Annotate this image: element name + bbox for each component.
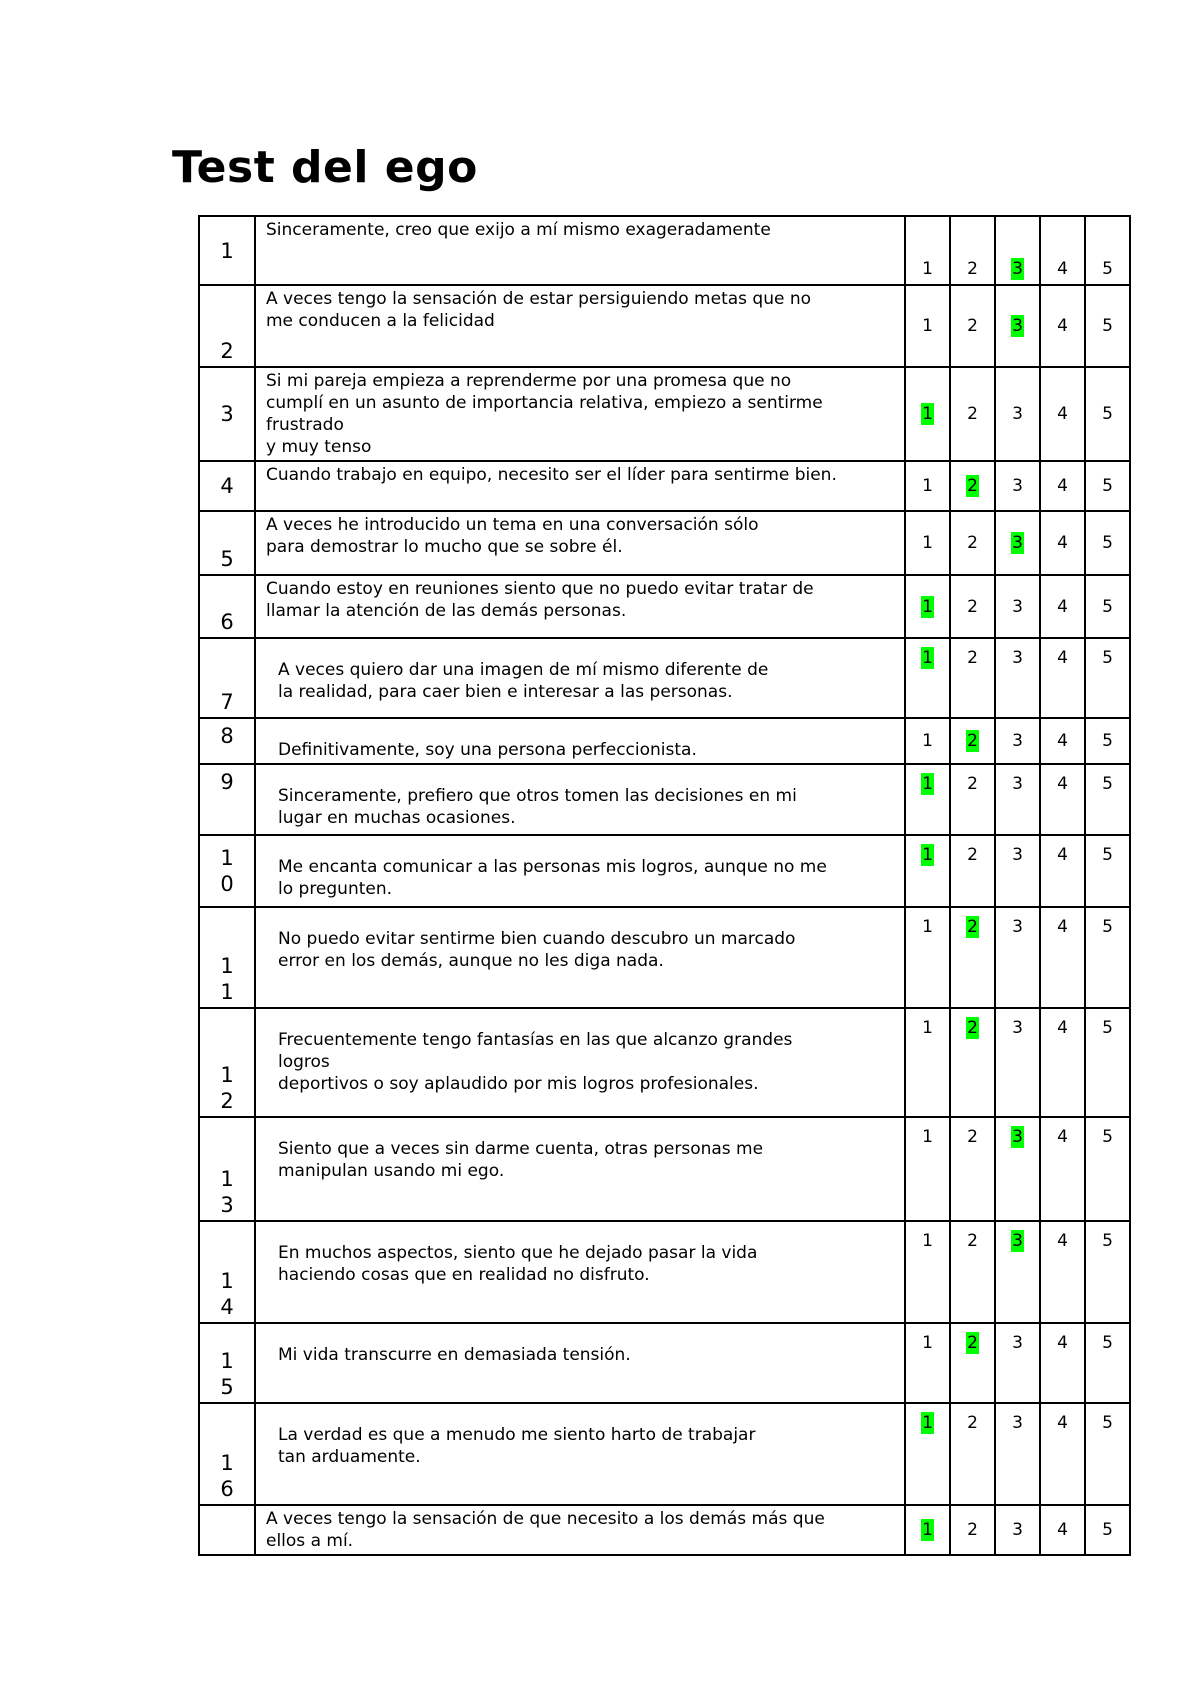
rating-option-4[interactable]	[1040, 285, 1085, 367]
rating-value: 5	[1102, 476, 1113, 496]
rating-option-2[interactable]	[950, 1117, 995, 1221]
rating-value: 5	[1102, 1520, 1113, 1540]
question-text-cell	[255, 216, 905, 285]
rating-option-1[interactable]	[905, 285, 950, 367]
rating-option-4[interactable]	[1040, 461, 1085, 511]
question-text-cell	[255, 367, 905, 461]
rating-value: 1	[922, 1333, 933, 1353]
rating-option-4[interactable]	[1040, 511, 1085, 575]
rating-value-selected: 3	[1012, 259, 1023, 279]
question-number-cell	[199, 1008, 255, 1117]
question-row	[199, 1221, 1130, 1323]
rating-value: 5	[1102, 404, 1113, 424]
rating-option-5[interactable]	[1085, 1403, 1130, 1505]
rating-value: 5	[1102, 596, 1113, 617]
rating-option-4[interactable]	[1040, 216, 1085, 285]
question-text: Frecuentemente tengo fantasías en las que alcanzo grandes logros deportivos o soy aplaudido por mis logros profesionales.	[278, 1030, 793, 1094]
rating-option-5[interactable]	[1085, 1008, 1130, 1117]
rating-option-2[interactable]	[950, 461, 995, 511]
question-text: A veces he introducido un tema en una conversación sólo para demostrar lo mucho que se sobre él.	[266, 515, 759, 557]
rating-option-3[interactable]	[995, 638, 1040, 718]
question-text-cell	[255, 1117, 905, 1221]
rating-value: 4	[1057, 1018, 1068, 1038]
rating-value: 3	[1012, 648, 1023, 668]
rating-value: 5	[1102, 845, 1113, 865]
question-row	[199, 1008, 1130, 1117]
rating-option-2[interactable]	[950, 575, 995, 638]
rating-value: 3	[1012, 774, 1023, 794]
rating-value: 2	[967, 1231, 978, 1251]
question-row	[199, 216, 1130, 285]
rating-value: 3	[1012, 404, 1023, 424]
question-text: Sinceramente, creo que exijo a mí mismo exageradamente	[266, 220, 771, 240]
rating-option-1[interactable]	[905, 1221, 950, 1323]
rating-option-2[interactable]	[950, 1323, 995, 1403]
rating-option-2[interactable]	[950, 1505, 995, 1555]
rating-value: 4	[1057, 404, 1068, 424]
rating-value-selected: 1	[922, 1520, 933, 1540]
rating-option-2[interactable]	[950, 1403, 995, 1505]
rating-option-2[interactable]	[950, 764, 995, 835]
question-number: 3	[220, 402, 234, 426]
rating-option-5[interactable]	[1085, 907, 1130, 1008]
question-number-cell	[199, 1221, 255, 1323]
rating-option-3[interactable]	[995, 907, 1040, 1008]
question-text: A veces tengo la sensación de estar persiguiendo metas que no me conducen a la felicidad	[266, 289, 812, 331]
rating-option-3[interactable]	[995, 764, 1040, 835]
rating-option-3[interactable]	[995, 1505, 1040, 1555]
rating-value: 2	[967, 774, 978, 794]
rating-value-selected: 1	[922, 404, 933, 424]
rating-value: 3	[1012, 476, 1023, 496]
rating-option-1[interactable]	[905, 1117, 950, 1221]
question-number: 4	[220, 474, 234, 498]
question-number-cell	[199, 1323, 255, 1403]
rating-option-4[interactable]	[1040, 1505, 1085, 1555]
rating-option-3[interactable]	[995, 216, 1040, 285]
question-number-cell	[199, 907, 255, 1008]
rating-value-selected: 3	[1012, 316, 1023, 336]
rating-option-5[interactable]	[1085, 1323, 1130, 1403]
question-text: Sinceramente, prefiero que otros tomen las decisiones en mi lugar en muchas ocasiones.	[278, 786, 797, 828]
rating-value: 1	[922, 1127, 933, 1147]
rating-option-5[interactable]	[1085, 638, 1130, 718]
rating-option-1[interactable]	[905, 1008, 950, 1117]
rating-option-4[interactable]	[1040, 907, 1085, 1008]
rating-option-1[interactable]	[905, 1505, 950, 1555]
rating-option-4[interactable]	[1040, 638, 1085, 718]
question-number-cell	[199, 511, 255, 575]
question-row	[199, 907, 1130, 1008]
rating-value-selected: 1	[922, 774, 933, 794]
rating-option-1[interactable]	[905, 511, 950, 575]
question-text-cell	[255, 1505, 905, 1555]
rating-value: 1	[922, 316, 933, 336]
question-row	[199, 575, 1130, 638]
question-row	[199, 367, 1130, 461]
rating-option-3[interactable]	[995, 461, 1040, 511]
rating-option-4[interactable]	[1040, 1117, 1085, 1221]
rating-option-4[interactable]	[1040, 718, 1085, 764]
question-text-cell	[255, 285, 905, 367]
rating-option-5[interactable]	[1085, 216, 1130, 285]
rating-option-1[interactable]	[905, 907, 950, 1008]
rating-option-2[interactable]	[950, 638, 995, 718]
question-number: 1 6	[220, 1451, 234, 1501]
rating-value: 4	[1057, 917, 1068, 937]
question-text-cell	[255, 1323, 905, 1403]
rating-value: 1	[922, 533, 933, 553]
rating-option-5[interactable]	[1085, 1221, 1130, 1323]
rating-option-5[interactable]	[1085, 764, 1130, 835]
rating-value: 1	[922, 1231, 933, 1251]
rating-value: 5	[1102, 259, 1113, 279]
rating-option-1[interactable]	[905, 367, 950, 461]
rating-value-selected: 1	[922, 1413, 933, 1433]
rating-option-4[interactable]	[1040, 1221, 1085, 1323]
question-number-cell	[199, 216, 255, 285]
rating-option-4[interactable]	[1040, 367, 1085, 461]
rating-value: 5	[1102, 917, 1113, 937]
rating-value: 4	[1057, 533, 1068, 553]
rating-value: 4	[1057, 596, 1068, 617]
question-text-cell	[255, 461, 905, 511]
question-row	[199, 835, 1130, 907]
rating-option-1[interactable]	[905, 1323, 950, 1403]
question-number: 5	[220, 547, 234, 571]
rating-value: 2	[967, 533, 978, 553]
question-row	[199, 638, 1130, 718]
rating-value-selected: 1	[922, 845, 933, 865]
rating-option-2[interactable]	[950, 835, 995, 907]
rating-option-5[interactable]	[1085, 461, 1130, 511]
question-number: 9	[220, 770, 234, 794]
question-number: 1 0	[220, 846, 234, 896]
rating-value: 4	[1057, 1520, 1068, 1540]
rating-option-1[interactable]	[905, 575, 950, 638]
question-number-cell	[199, 1403, 255, 1505]
rating-value: 5	[1102, 1018, 1113, 1038]
rating-value: 1	[922, 476, 933, 496]
rating-value: 2	[967, 1413, 978, 1433]
rating-value: 5	[1102, 648, 1113, 668]
question-number-cell	[199, 1117, 255, 1221]
question-number: 7	[220, 690, 234, 714]
rating-option-2[interactable]	[950, 285, 995, 367]
question-row	[199, 1403, 1130, 1505]
question-text-cell	[255, 1403, 905, 1505]
rating-option-1[interactable]	[905, 461, 950, 511]
rating-option-5[interactable]	[1085, 367, 1130, 461]
rating-option-2[interactable]	[950, 907, 995, 1008]
rating-option-3[interactable]	[995, 575, 1040, 638]
rating-value: 4	[1057, 476, 1068, 496]
question-number-cell	[199, 835, 255, 907]
question-number: 8	[220, 724, 234, 748]
rating-value: 2	[967, 1127, 978, 1147]
question-number: 1 4	[220, 1269, 234, 1319]
question-text-cell	[255, 764, 905, 835]
rating-option-5[interactable]	[1085, 511, 1130, 575]
rating-value-selected: 2	[967, 476, 978, 496]
question-text: Me encanta comunicar a las personas mis logros, aunque no me lo pregunten.	[278, 857, 827, 899]
rating-option-3[interactable]	[995, 1117, 1040, 1221]
rating-value: 5	[1102, 533, 1113, 553]
rating-value-selected: 2	[967, 1018, 978, 1038]
rating-value: 5	[1102, 1231, 1113, 1251]
rating-value-selected: 3	[1012, 533, 1023, 553]
rating-option-1[interactable]	[905, 718, 950, 764]
rating-option-3[interactable]	[995, 511, 1040, 575]
question-number-cell	[199, 638, 255, 718]
rating-option-5[interactable]	[1085, 1117, 1130, 1221]
rating-option-5[interactable]	[1085, 285, 1130, 367]
question-text-cell	[255, 638, 905, 718]
question-row	[199, 1117, 1130, 1221]
rating-value: 4	[1057, 774, 1068, 794]
question-row	[199, 511, 1130, 575]
question-text-cell	[255, 1221, 905, 1323]
rating-option-3[interactable]	[995, 1008, 1040, 1117]
rating-value: 3	[1012, 1333, 1023, 1353]
rating-value: 4	[1057, 1413, 1068, 1433]
rating-value: 5	[1102, 1413, 1113, 1433]
question-row	[199, 764, 1130, 835]
rating-value: 2	[967, 316, 978, 336]
question-number-cell	[199, 367, 255, 461]
rating-value: 2	[967, 404, 978, 424]
ego-test-table-body	[199, 216, 1130, 1555]
rating-option-3[interactable]	[995, 1221, 1040, 1323]
rating-option-3[interactable]	[995, 1323, 1040, 1403]
question-text: Siento que a veces sin darme cuenta, otras personas me manipulan usando mi ego.	[278, 1139, 764, 1181]
question-text: Si mi pareja empieza a reprenderme por una promesa que no cumplí en un asunto de importancia relativa, empiezo a sentirme frustrado y muy tenso	[266, 371, 823, 457]
rating-value-selected: 2	[967, 1333, 978, 1353]
rating-value: 3	[1012, 1018, 1023, 1038]
question-number-cell	[199, 718, 255, 764]
rating-value: 2	[967, 259, 978, 279]
rating-value: 3	[1012, 845, 1023, 865]
rating-option-4[interactable]	[1040, 764, 1085, 835]
question-number: 6	[220, 610, 234, 634]
question-text: Definitivamente, soy una persona perfeccionista.	[278, 740, 697, 760]
rating-value-selected: 2	[967, 731, 978, 751]
question-text: Cuando estoy en reuniones siento que no puedo evitar tratar de llamar la atención de las demás personas.	[266, 579, 814, 621]
rating-value: 4	[1057, 648, 1068, 668]
rating-option-3[interactable]	[995, 718, 1040, 764]
rating-option-3[interactable]	[995, 1403, 1040, 1505]
question-text: En muchos aspectos, siento que he dejado pasar la vida haciendo cosas que en realidad no disfruto.	[278, 1243, 758, 1285]
rating-value: 3	[1012, 1413, 1023, 1433]
question-row	[199, 461, 1130, 511]
rating-option-5[interactable]	[1085, 575, 1130, 638]
question-text: Mi vida transcurre en demasiada tensión.	[278, 1345, 631, 1365]
rating-value: 5	[1102, 1127, 1113, 1147]
question-number: 2	[220, 339, 234, 363]
rating-option-4[interactable]	[1040, 1323, 1085, 1403]
rating-option-3[interactable]	[995, 835, 1040, 907]
page-title: Test del ego	[172, 142, 478, 193]
rating-option-3[interactable]	[995, 367, 1040, 461]
question-number-cell	[199, 1505, 255, 1555]
rating-option-1[interactable]	[905, 216, 950, 285]
question-row	[199, 1505, 1130, 1555]
rating-option-5[interactable]	[1085, 718, 1130, 764]
question-text: A veces quiero dar una imagen de mí mismo diferente de la realidad, para caer bien e interesar a las personas.	[278, 660, 769, 702]
rating-value-selected: 2	[967, 917, 978, 937]
question-number: 1	[220, 238, 234, 263]
ego-test-table	[198, 215, 1131, 1556]
rating-option-3[interactable]	[995, 285, 1040, 367]
rating-option-2[interactable]	[950, 1008, 995, 1117]
question-number: 1 2	[220, 1063, 234, 1113]
rating-value: 3	[1012, 731, 1023, 751]
rating-option-4[interactable]	[1040, 1403, 1085, 1505]
question-number-cell	[199, 575, 255, 638]
rating-value: 1	[922, 1018, 933, 1038]
rating-value: 1	[922, 259, 933, 279]
rating-value-selected: 1	[922, 596, 933, 617]
rating-option-2[interactable]	[950, 718, 995, 764]
question-text-cell	[255, 835, 905, 907]
rating-value: 4	[1057, 1127, 1068, 1147]
question-number: 1 3	[220, 1167, 234, 1217]
rating-option-5[interactable]	[1085, 1505, 1130, 1555]
rating-option-2[interactable]	[950, 367, 995, 461]
rating-value: 2	[967, 596, 978, 617]
question-text-cell	[255, 718, 905, 764]
rating-option-2[interactable]	[950, 511, 995, 575]
rating-value-selected: 3	[1012, 1231, 1023, 1251]
rating-value: 4	[1057, 731, 1068, 751]
rating-value: 5	[1102, 731, 1113, 751]
question-number: 1 5	[220, 1349, 234, 1399]
question-number-cell	[199, 764, 255, 835]
rating-value: 4	[1057, 1231, 1068, 1251]
rating-value: 4	[1057, 259, 1068, 279]
question-row	[199, 285, 1130, 367]
question-number-cell	[199, 461, 255, 511]
question-text: Cuando trabajo en equipo, necesito ser el líder para sentirme bien.	[266, 465, 837, 485]
rating-value: 2	[967, 845, 978, 865]
question-row	[199, 718, 1130, 764]
rating-option-5[interactable]	[1085, 835, 1130, 907]
rating-option-4[interactable]	[1040, 835, 1085, 907]
question-text-cell	[255, 511, 905, 575]
rating-value: 4	[1057, 845, 1068, 865]
rating-option-1[interactable]	[905, 764, 950, 835]
question-row	[199, 1323, 1130, 1403]
rating-value: 2	[967, 1520, 978, 1540]
rating-value: 2	[967, 648, 978, 668]
question-text: A veces tengo la sensación de que necesito a los demás más que ellos a mí.	[266, 1509, 825, 1551]
rating-option-1[interactable]	[905, 638, 950, 718]
rating-option-2[interactable]	[950, 1221, 995, 1323]
rating-value: 5	[1102, 774, 1113, 794]
rating-option-1[interactable]	[905, 1403, 950, 1505]
rating-value: 1	[922, 731, 933, 751]
question-number: 1 1	[220, 954, 234, 1004]
question-text-cell	[255, 1008, 905, 1117]
rating-option-1[interactable]	[905, 835, 950, 907]
rating-option-4[interactable]	[1040, 1008, 1085, 1117]
question-text: No puedo evitar sentirme bien cuando descubro un marcado error en los demás, aunque no les diga nada.	[278, 929, 796, 971]
rating-value: 3	[1012, 596, 1023, 617]
rating-value: 3	[1012, 1520, 1023, 1540]
rating-value: 1	[922, 917, 933, 937]
question-text: La verdad es que a menudo me siento harto de trabajar tan arduamente.	[278, 1425, 756, 1467]
rating-value-selected: 3	[1012, 1127, 1023, 1147]
question-text-cell	[255, 575, 905, 638]
rating-value: 5	[1102, 316, 1113, 336]
rating-option-4[interactable]	[1040, 575, 1085, 638]
rating-value: 4	[1057, 1333, 1068, 1353]
rating-value: 5	[1102, 1333, 1113, 1353]
rating-value-selected: 1	[922, 648, 933, 668]
question-number-cell	[199, 285, 255, 367]
question-text-cell	[255, 907, 905, 1008]
rating-value: 4	[1057, 316, 1068, 336]
rating-option-2[interactable]	[950, 216, 995, 285]
rating-value: 3	[1012, 917, 1023, 937]
